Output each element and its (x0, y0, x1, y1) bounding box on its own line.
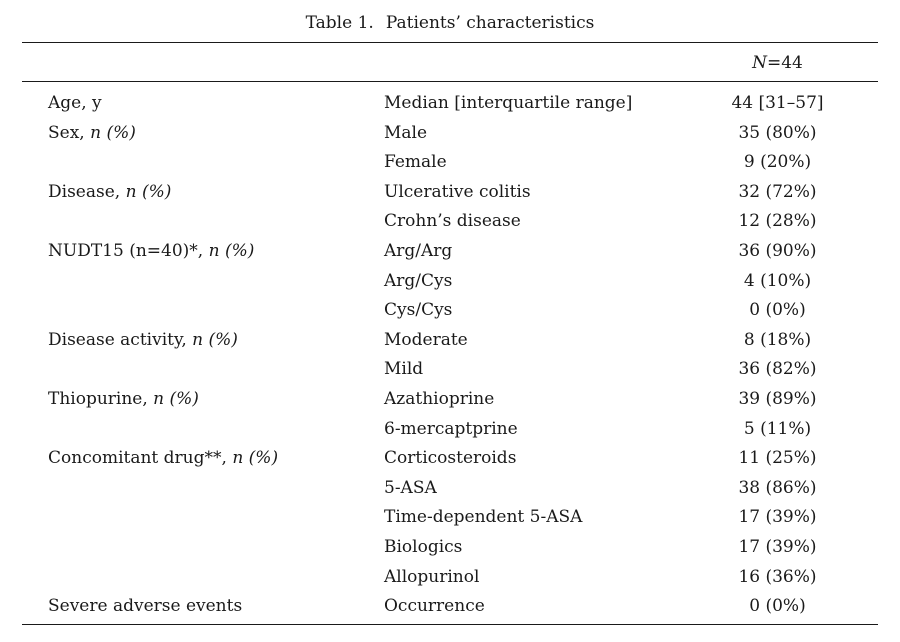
row-value: 8 (18%) (743, 329, 812, 350)
table-caption-label: Table 1. (305, 13, 374, 33)
row-subcategory: Female (384, 152, 447, 173)
row-value: 38 (86%) (738, 477, 817, 498)
table-row (0, 444, 900, 474)
row-value: 17 (39%) (738, 536, 817, 557)
table-row (0, 148, 900, 178)
row-subcategory: Male (384, 122, 428, 143)
table-row (0, 474, 900, 504)
row-value: 0 (0%) (749, 300, 806, 321)
row-subcategory: Arg/Cys (384, 270, 453, 291)
table-row (0, 415, 900, 445)
table-caption (0, 11, 900, 35)
row-subcategory: Time-dependent 5-ASA (384, 507, 583, 528)
sample-size-value: =44 (766, 53, 803, 73)
row-value: 11 (25%) (738, 448, 817, 469)
row-subcategory: 6-mercaptprine (384, 418, 518, 439)
row-subcategory: Allopurinol (384, 566, 480, 587)
row-subcategory: Moderate (384, 329, 468, 350)
header-rule (22, 81, 878, 82)
row-value: 36 (90%) (738, 240, 817, 261)
table-row (0, 89, 900, 119)
row-value: 36 (82%) (738, 359, 817, 380)
table-row (0, 207, 900, 237)
table-row (0, 385, 900, 415)
row-category: Concomitant drug**, n (%) (48, 448, 279, 469)
row-value: 32 (72%) (738, 181, 817, 202)
table-body (0, 89, 900, 622)
row-subcategory: Mild (384, 359, 424, 380)
table-row (0, 533, 900, 563)
table-row (0, 503, 900, 533)
row-subcategory: Occurrence (384, 596, 485, 617)
table-header-row (0, 49, 900, 77)
row-category: NUDT15 (n=40)*, n (%) (48, 240, 255, 261)
table-row (0, 178, 900, 208)
table-row (0, 296, 900, 326)
row-subcategory: 5-ASA (384, 477, 437, 498)
row-value: 12 (28%) (738, 211, 817, 232)
row-subcategory: Arg/Arg (384, 240, 453, 261)
row-value: 35 (80%) (738, 122, 817, 143)
row-value: 0 (0%) (749, 596, 806, 617)
row-value: 4 (10%) (743, 270, 812, 291)
row-category: Sex, n (%) (48, 122, 136, 143)
row-value: 9 (20%) (743, 152, 812, 173)
row-subcategory: Cys/Cys (384, 300, 453, 321)
row-value: 5 (11%) (743, 418, 812, 439)
table-row (0, 119, 900, 149)
table-row (0, 592, 900, 622)
bottom-rule (22, 624, 878, 625)
row-value: 39 (89%) (738, 388, 817, 409)
table-row (0, 563, 900, 593)
row-subcategory: Crohn’s disease (384, 211, 521, 232)
row-subcategory: Corticosteroids (384, 448, 517, 469)
row-value: 17 (39%) (738, 507, 817, 528)
row-value: 44 [31–57] (731, 93, 824, 113)
row-subcategory: Ulcerative colitis (384, 181, 531, 202)
table-row (0, 267, 900, 297)
row-subcategory: Azathioprine (384, 388, 495, 409)
sample-size-symbol: N (752, 53, 767, 73)
table-row (0, 355, 900, 385)
row-category: Age, y (48, 93, 102, 113)
row-subcategory: Biologics (384, 536, 463, 557)
row-category: Disease activity, n (%) (48, 329, 238, 350)
top-rule (22, 42, 878, 43)
table-caption-title: Patients’ characteristics (385, 13, 595, 33)
sample-size-header (600, 49, 900, 77)
row-value: 16 (36%) (738, 566, 817, 587)
row-subcategory: Median [interquartile range] (384, 93, 633, 113)
row-category: Severe adverse events (48, 596, 243, 617)
table-row (0, 326, 900, 356)
row-category: Thiopurine, n (%) (48, 388, 199, 409)
row-category: Disease, n (%) (48, 181, 172, 202)
table-row (0, 237, 900, 267)
